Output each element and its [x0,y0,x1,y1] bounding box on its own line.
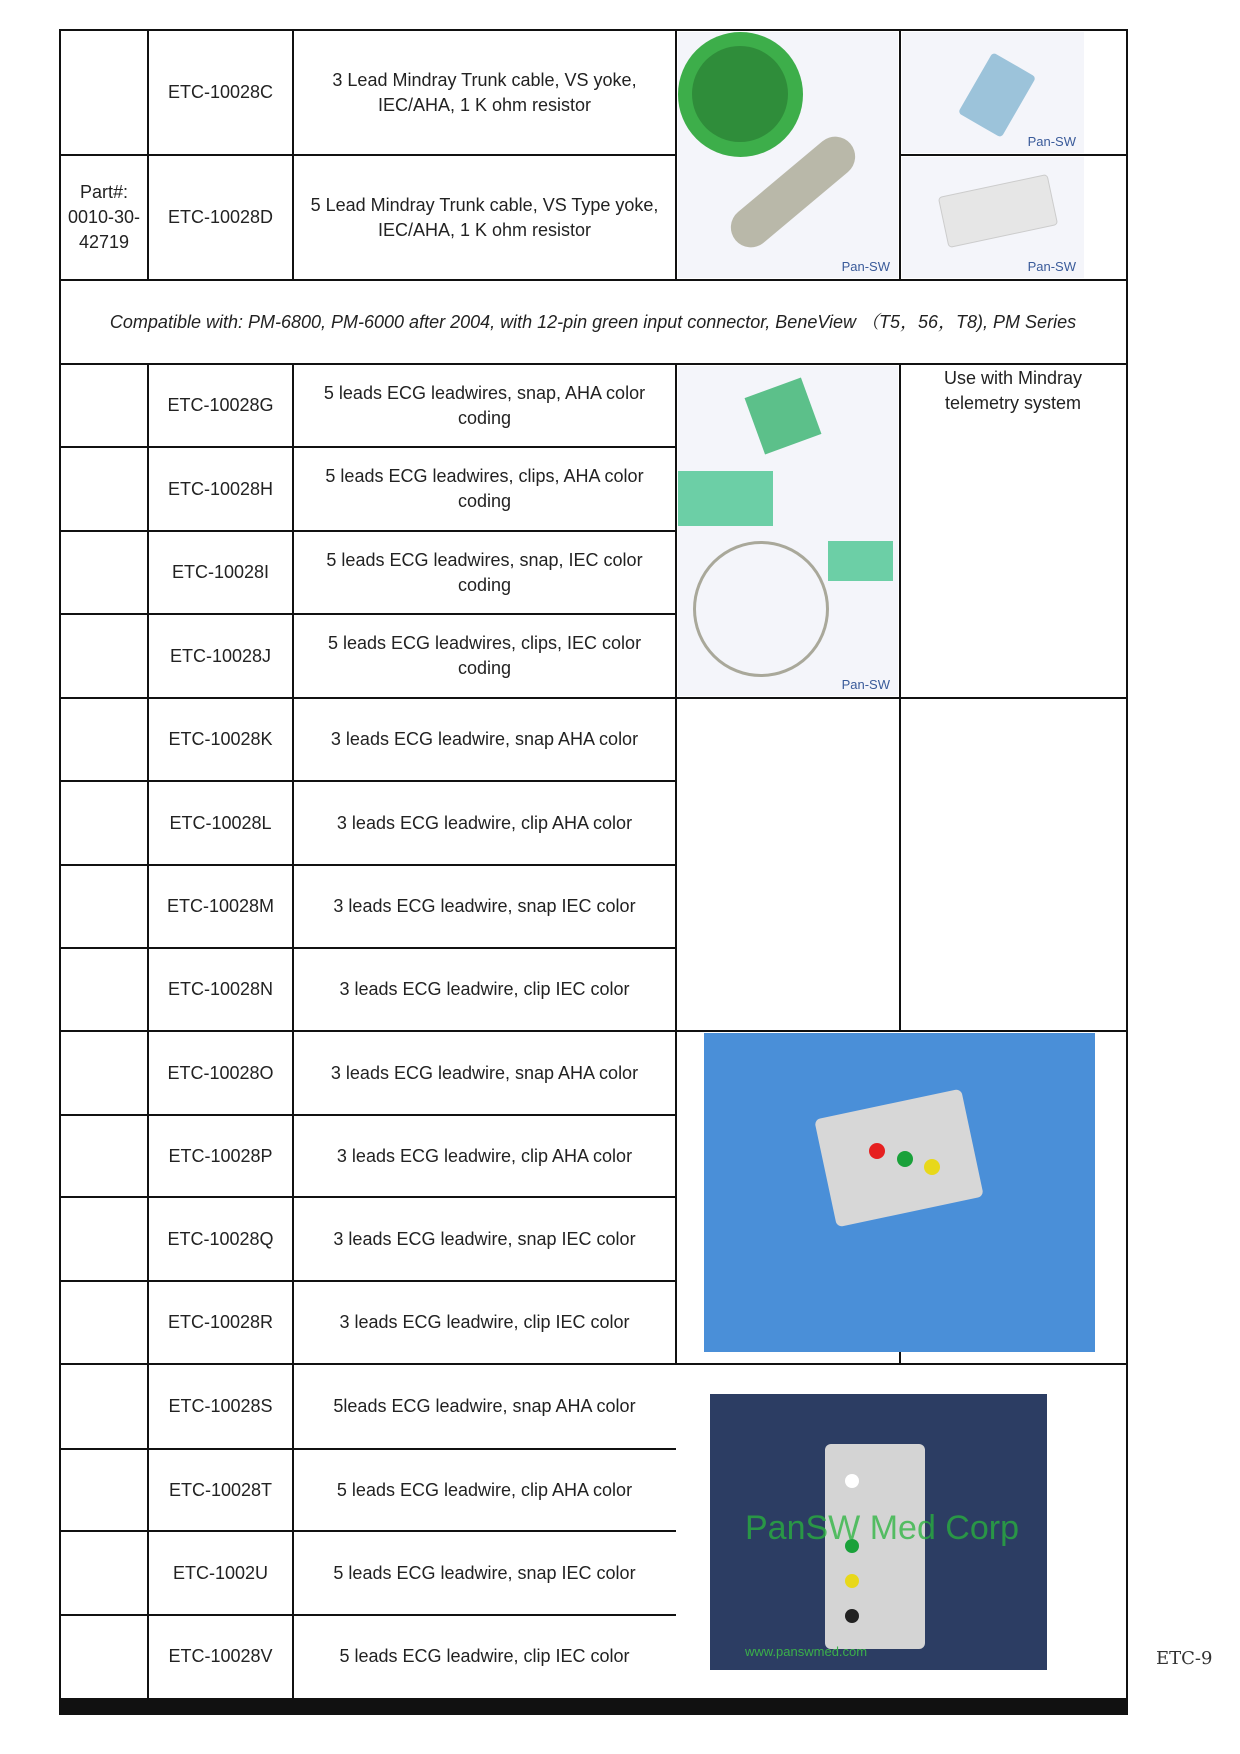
product-code: ETC-10028K [168,729,273,749]
product-description: 3 leads ECG leadwire, clip AHA color [336,812,633,833]
watermark: Pan-SW [841,259,890,274]
footer-bar [60,1698,1128,1715]
row-divider [60,1614,676,1616]
product-description: 3 leads ECG leadwire, snap IEC color [333,896,636,916]
product-description: 3 leads ECG leadwire, snap AHA color [330,729,639,749]
product-code: ETC-10028Q [167,1228,274,1249]
product-code: ETC-10028S [168,1396,273,1416]
product-code: ETC-10028O [167,1062,274,1083]
row-divider [60,1280,676,1282]
connector-photo [678,32,898,278]
product-description: 5 leads ECG leadwires, snap, IEC color coding [326,549,643,595]
row-divider [60,613,676,615]
product-code: ETC-10028J [169,645,272,666]
product-code: ETC-10028V [168,1646,273,1666]
row-divider [60,864,676,866]
product-description: 5 leads ECG leadwire, clip AHA color [336,1479,633,1500]
watermark: Pan-SW [841,677,890,692]
product-description: 5 leads ECG leadwire, snap IEC color [333,1562,636,1583]
product-description: 5 leads ECG leadwires, clips, AHA color coding [325,466,644,511]
row-divider [60,1448,676,1450]
product-description: 5 leads ECG leadwires, snap, AHA color coding [323,382,646,428]
product-description: 3 leads ECG leadwire, clip IEC color [339,1312,630,1332]
product-code: ETC-10028N [167,979,274,999]
watermark: Pan-SW [1027,259,1076,274]
product-code: ETC-10028D [167,207,274,227]
product-description: 5 Lead Mindray Trunk cable, VS Type yoke, IEC/AHA, 1 K ohm resistor [310,194,659,240]
row-divider [60,947,676,949]
row-divider [60,780,676,782]
row-divider [60,446,676,448]
compatibility-note: Compatible with: PM-6800, PM-6000 after 2004, with 12-pin green input connector, BeneView （T5，56，T8), PM Series [109,311,1077,332]
product-code: ETC-10028H [167,478,274,499]
5-lead-yoke-photo [710,1394,1047,1670]
watermark: PanSW Med Corp [745,1509,1019,1547]
yoke-5-lead-photo [902,157,1084,278]
product-description: 5 leads ECG leadwire, clip IEC color [339,1646,630,1666]
product-code: ETC-10028C [167,82,274,102]
row-divider [60,530,676,532]
product-code: ETC-10028I [171,562,270,582]
product-code: ETC-10028G [167,395,274,415]
page-number: ETC-9 [1156,1648,1213,1669]
product-code: ETC-10028L [169,812,272,833]
product-description: 5 leads ECG leadwires, clips, IEC color coding [327,633,642,678]
product-description: 3 leads ECG leadwire, clip AHA color [336,1145,633,1166]
row-divider [60,1196,676,1198]
yoke-3-lead-photo [902,32,1084,153]
product-code: ETC-10028R [167,1312,274,1332]
product-code: ETC-10028M [166,896,275,916]
product-description: 3 leads ECG leadwire, snap AHA color [330,1062,639,1083]
product-description: 5leads ECG leadwire, snap AHA color [333,1396,636,1416]
leadwire-set-photo [678,366,898,696]
3-lead-yoke-photo [704,1033,1095,1352]
watermark: Pan-SW [1027,134,1076,149]
telemetry-note: Use with Mindray telemetry system [943,368,1083,413]
part-number: Part#: 0010-30-42719 [67,182,141,252]
row-divider [60,1530,676,1532]
product-description: 3 leads ECG leadwire, clip IEC color [339,979,630,999]
product-description: 3 Lead Mindray Trunk cable, VS yoke, IEC/AHA, 1 K ohm resistor [332,69,637,115]
product-code: ETC-10028P [168,1145,273,1166]
product-code: ETC-10028T [168,1479,273,1500]
product-code: ETC-1002U [172,1562,269,1583]
watermark-url: www.panswmed.com [745,1644,868,1659]
product-description: 3 leads ECG leadwire, snap IEC color [333,1228,636,1249]
row-divider [60,1114,676,1116]
